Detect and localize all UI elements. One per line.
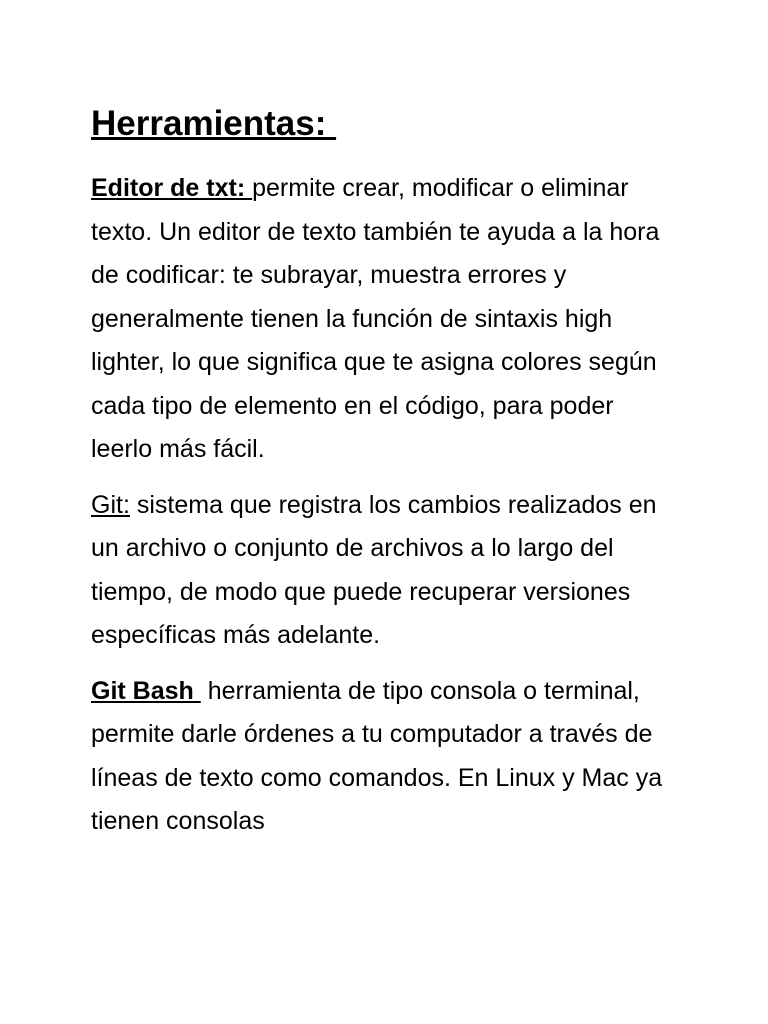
definition-editor-de-txt: permite crear, modificar o eliminar texto. Un editor de texto también te ayuda a la hora de codificar: te subrayar, muestra errores y generalmente tienen la función de sintaxis high lighter, lo que significa que te asigna colores según cada tipo de elemento en el código, para poder leerlo más fácil. <box>91 174 660 463</box>
definition-git-bash: herramienta de tipo consola o terminal, permite darle órdenes a tu computador a través de líneas de texto como comandos. En Linux y Mac ya tienen consolas <box>91 676 663 835</box>
document-title: Herramientas: <box>91 104 337 143</box>
term-git-bash: Git Bash <box>91 676 201 705</box>
paragraph-git-bash <box>91 670 681 844</box>
document-page <box>91 100 681 844</box>
paragraph-editor-de-txt <box>91 167 681 472</box>
definition-git: sistema que registra los cambios realizados en un archivo o conjunto de archivos a lo largo del tiempo, de modo que puede recuperar versiones específicas más adelante. <box>91 490 657 649</box>
paragraph-git <box>91 484 681 658</box>
term-git: Git: <box>91 490 130 519</box>
term-editor-de-txt: Editor de txt: <box>91 174 253 202</box>
